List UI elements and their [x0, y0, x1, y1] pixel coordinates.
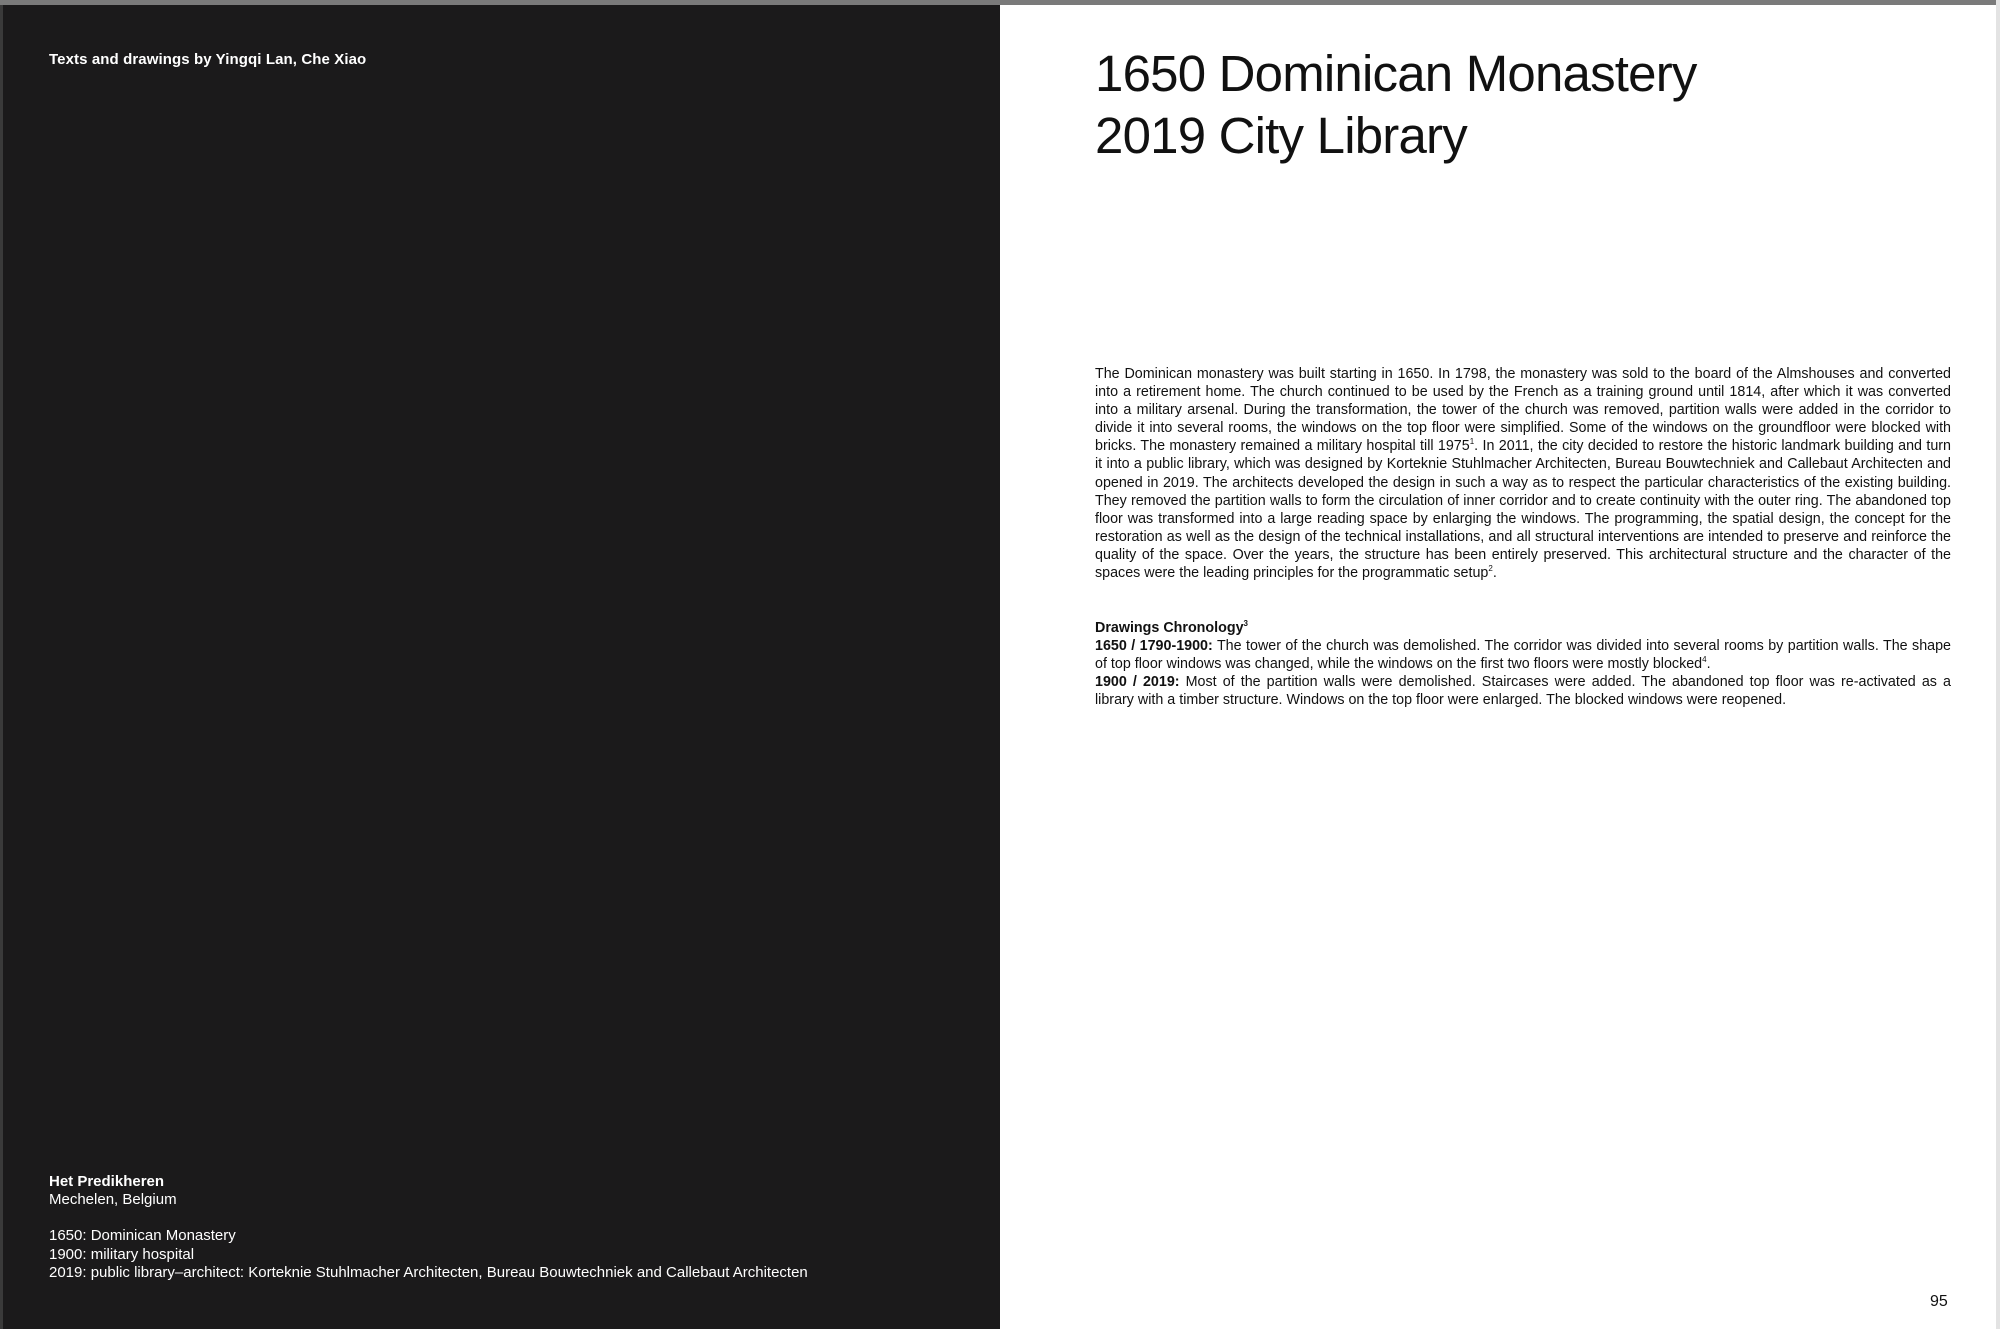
title-line-2: 2019 City Library	[1095, 107, 1467, 164]
drawings-chronology	[1095, 619, 1951, 709]
chronology-entry	[1095, 637, 1951, 673]
spacer	[49, 1209, 808, 1227]
page-title	[1095, 43, 1697, 167]
footnote-ref-3: 3	[1243, 619, 1248, 629]
author-credit: Texts and drawings by Yingqi Lan, Che Xiao	[49, 51, 367, 68]
building-name: Het Predikheren	[49, 1173, 165, 1190]
chronology-heading-text: Drawings Chronology	[1095, 620, 1244, 636]
body-paragraph	[1095, 365, 1951, 582]
chronology-entry-text: Most of the partition walls were demolished. Staircases were added. The abandoned top floor was re-activated as a library with a timber structure. Windows on the top floor were enlarged. The blocked windows were reopened.	[1095, 674, 1951, 709]
right-page	[1000, 5, 2000, 1329]
chronology-entry-label: 1650 / 1790-1900:	[1095, 638, 1213, 655]
timeline-item: 2019: public library–architect: Korteknie Stuhlmacher Architecten, Bureau Bouwtechniek and Callebaut Architecten	[49, 1263, 808, 1281]
left-page	[0, 5, 1000, 1329]
body-text-part-2: . In 2011, the city decided to restore the historic landmark building and turn it into a public library, which was designed by Korteknie Stuhlmacher Architecten, Bureau Bouwtechniek and Callebaut Architecten and opened in 2019. The architects developed the design in such a way as to respect the particular characteristics of the existing building. They removed the partition walls to form the circulation of inner corridor and to create continuity with the outer ring. The abandoned top floor was transformed into a large reading space by enlarging the windows. The programming, the spatial design, the concept for the restoration as well as the design of the technical installations, and all structural interventions are intended to preserve and reinforce the quality of the space. Over the years, the structure has been entirely preserved. This architectural structure and the character of the spaces were the leading principles for the programmatic setup	[1095, 438, 1951, 582]
building-info	[49, 1173, 808, 1282]
footnote-ref-4: 4	[1702, 655, 1707, 665]
footnote-ref-1: 1	[1469, 437, 1475, 447]
chronology-entry-end: .	[1706, 656, 1711, 673]
page-number: 95	[1930, 1293, 1948, 1310]
page-spine-shadow	[0, 5, 3, 1329]
footnote-ref-2: 2	[1488, 564, 1493, 574]
timeline-item: 1650: Dominican Monastery	[49, 1227, 236, 1245]
chronology-entry-text: The tower of the church was demolished. The corridor was divided into several rooms by partition walls. The shape of top floor windows was changed, while the windows on the first two floors were mostly blocked	[1095, 638, 1951, 673]
chronology-entry-label: 1900 / 2019:	[1095, 674, 1180, 691]
building-location: Mechelen, Belgium	[49, 1191, 177, 1209]
body-text-part-3: .	[1492, 565, 1497, 582]
body-text-part-1: The Dominican monastery was built starting in 1650. In 1798, the monastery was sold to the board of the Almshouses and converted into a retirement home. The church continued to be used by the French as a training ground until 1814, after which it was converted into a military arsenal. During the transformation, the tower of the church was removed, partition walls were added in the corridor to divide it into several rooms, the windows on the top floor were simplified. Some of the windows on the groundfloor were blocked with bricks. The monastery remained a military hospital till 1975	[1095, 366, 1951, 455]
chronology-heading	[1095, 619, 1951, 637]
title-line-1: 1650 Dominican Monastery	[1095, 45, 1697, 102]
timeline-item: 1900: military hospital	[49, 1245, 195, 1263]
window-right-border	[1996, 0, 2000, 1329]
chronology-entry	[1095, 673, 1951, 709]
